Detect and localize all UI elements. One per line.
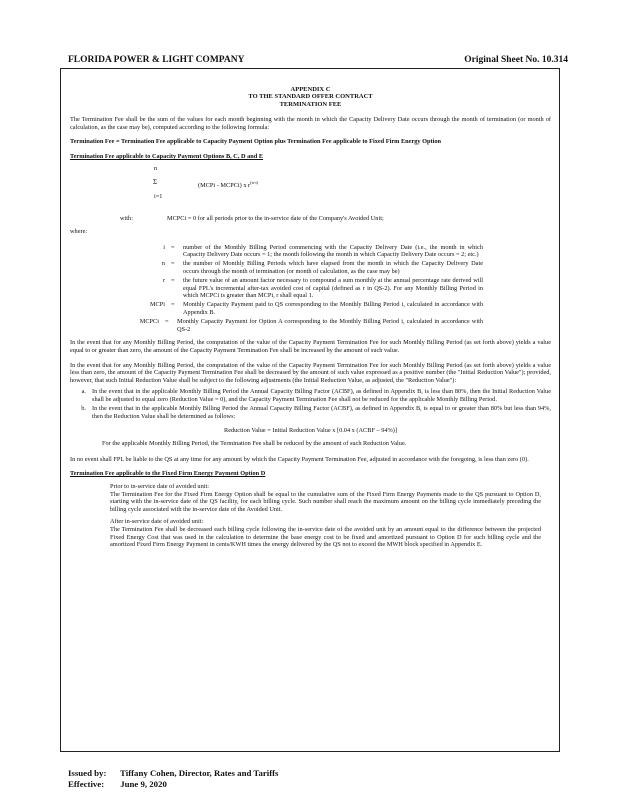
event-paragraph-negative: In the event that for any Monthly Billing Period, the computation of the value of the Capacity Payment Termination Fee for such Monthly Billing Period (as set forth above) yields a value less than zero, the amount of the Capacity Payment Termination Fee shall be decreased by the amount of such value expressed as a positive number (the "Initial Reduction Value"); provided, however, that such Initial Reduction Value shall be subject to the following adjustments (the Initial Reduction Value, as adjusted, the "Reduction Value"): <box>70 361 551 384</box>
definition-text: Monthly Capacity Payment paid to QS corresponding to the Monthly Billing Period i, calculated in accordance with Appendix B. <box>183 301 483 317</box>
issued-by-value: Tiffany Cohen, Director, Rates and Tariffs <box>120 768 279 778</box>
definition-item <box>70 277 551 300</box>
list-marker: b. <box>81 405 86 413</box>
prior-paragraph: The Termination Fee for the Fixed Firm Energy Option shall be equal to the cumulative sum of the Fixed Firm Energy Payments made to the QS pursuant to Option D, starting with the in-service date of the QS facility, for each billing cycle. Such number shall reach the maximum amount on the billing cycle immediately preceding the billing cycle associated with the in-service date of the Avoided Unit. <box>110 490 541 513</box>
sum-upper-limit: n <box>154 164 158 172</box>
title-line-1: APPENDIX C <box>290 86 331 93</box>
issued-by-label: Issued by: <box>68 768 107 778</box>
prior-label: Prior to in-service date of avoided unit: <box>110 483 209 491</box>
list-text: In the event that in the applicable Monthly Billing Period the Annual Capacity Billing Factor (ACBF), as defined in Appendix B, is less than 80%, then the Initial Reduction Value shall be adjusted to equal zero (Reduction Value = 0), and the Capacity Payment Termination Fee shall not be reduced for the applicable Monthly Billing Period. <box>92 388 551 403</box>
definition-symbol: MCPi <box>149 301 165 309</box>
equals-sign: = <box>171 243 175 251</box>
definition-symbol: i <box>163 243 165 251</box>
definitions-list <box>70 244 551 334</box>
equals-sign: = <box>165 318 169 326</box>
with-label: with: <box>120 214 133 222</box>
definition-text: Monthly Capacity Payment for Option A corresponding to the Monthly Billing Period i, calculated in accordance with QS-2 <box>177 318 483 333</box>
list-text: In the event that in the applicable Monthly Billing Period the Annual Capacity Billing Factor (ACBF), as defined in Appendix B, is equal to or greater than 80% but less than 94%, then the Reduction Value shall be determined as follows: <box>92 405 551 421</box>
section-heading-energy: Termination Fee applicable to the Fixed Firm Energy Payment Option D <box>70 470 266 478</box>
reduction-formula: Reduction Value = Initial Reduction Value x [0.04 x (ACBF – 94%)] <box>224 426 397 434</box>
after-paragraph: The Termination Fee shall be decreased each billing cycle following the in-service date of the avoided unit by an amount equal to the difference between the projected Fixed Energy Cost that was used in the calculation to determine the base energy cost to be fixed and amortized pursuant to Option D for such billing cycle and the amortized Fixed Firm Energy Payment in cents/KWH times the energy delivered by the QS not to exceed the MWH block specified in Appendix E. <box>110 526 541 549</box>
formula-expression <box>198 179 258 190</box>
with-clause <box>70 215 551 223</box>
event-paragraph-positive: In the event that for any Monthly Billing Period, the computation of the value of the Capacity Payment Termination Fee for such Monthly Billing Period (as set forth above) yields a value equal to or greater than zero, the amount of the Capacity Payment Termination Fee shall be increased by the amount of such value. <box>70 339 551 354</box>
document-body <box>60 68 560 752</box>
issued-by-line <box>68 768 278 779</box>
list-marker: a. <box>81 388 86 396</box>
effective-value: June 9, 2020 <box>120 778 167 789</box>
with-text: MCPCi = 0 for all periods prior to the in-service date of the Company's Avoided Unit; <box>167 214 384 222</box>
definition-symbol: r <box>162 277 165 285</box>
page-footer <box>68 768 278 789</box>
title-line-3: TERMINATION FEE <box>279 100 342 108</box>
sheet-number: Original Sheet No. 10.314 <box>464 55 568 65</box>
definition-item <box>70 301 551 316</box>
summation-formula <box>70 165 551 209</box>
definition-symbol: MCPCi <box>139 318 159 326</box>
title-line-2: TO THE STANDARD OFFER CONTRACT <box>248 93 373 101</box>
reduction-note: For the applicable Monthly Billing Period, the Termination Fee shall be reduced by the amount of such Reduction Value. <box>102 440 407 448</box>
page-header <box>68 55 568 65</box>
intro-paragraph: The Termination Fee shall be the sum of the values for each month beginning with the month in which the Capacity Delivery Date occurs through the month of termination (or month of calculation, as the case may be), computed according to the following formula: <box>70 116 551 131</box>
after-label: After in-service date of avoided unit: <box>110 518 204 526</box>
definition-text: number of the Monthly Billing Period commencing with the Capacity Delivery Date (i.e., the month in which Capacity Delivery Date occurs = 1; the month following the month in which Capacity Delivery Date occurs = 2; etc.) <box>183 243 483 259</box>
sum-lower-limit: i=1 <box>154 192 163 200</box>
definition-item <box>70 260 551 275</box>
list-item <box>70 405 551 420</box>
no-event-paragraph: In no event shall FPL be liable to the QS at any time for any amount by which the Capacity Payment Termination Fee, adjusted in accordance with the foregoing, is less than zero (0). <box>70 455 529 463</box>
effective-line <box>68 779 278 790</box>
sigma-symbol: Σ <box>153 177 158 186</box>
document-title <box>70 86 551 108</box>
section-heading-capacity: Termination Fee applicable to Capacity Payment Options B, C, D and E <box>70 153 264 160</box>
definition-item <box>70 244 551 259</box>
definition-text: the number of Monthly Billing Periods which have elapsed from the month in which the Capacity Delivery Date occurs through the month of termination (or month of calculation, as the case may be) <box>183 260 483 276</box>
definition-symbol: n <box>161 260 165 268</box>
company-name: FLORIDA POWER & LIGHT COMPANY <box>68 55 245 65</box>
where-label: where: <box>70 228 88 236</box>
list-item <box>70 388 551 403</box>
adjustment-list <box>70 388 551 420</box>
effective-label: Effective: <box>68 778 105 789</box>
equals-sign: = <box>171 277 175 285</box>
formula-body: (MCPi - MCPCi) x r <box>198 181 251 189</box>
termination-fee-definition: Termination Fee = Termination Fee applicable to Capacity Payment Option plus Termination Fee applicable to Fixed Firm Energy Option <box>70 138 442 146</box>
equals-sign: = <box>171 301 175 309</box>
equals-sign: = <box>171 260 175 268</box>
definition-item <box>70 318 551 333</box>
formula-exponent: (n-i) <box>250 179 259 185</box>
definition-text: the future value of an amount factor necessary to compound a sum monthly at the annual percentage rate derived will equal FPL's incremental after-tax avoided cost of capital (defined as r in QS-2). For any Monthly Billing Period in which MCPCi is greater than MCPi, r shall equal 1. <box>183 277 483 300</box>
